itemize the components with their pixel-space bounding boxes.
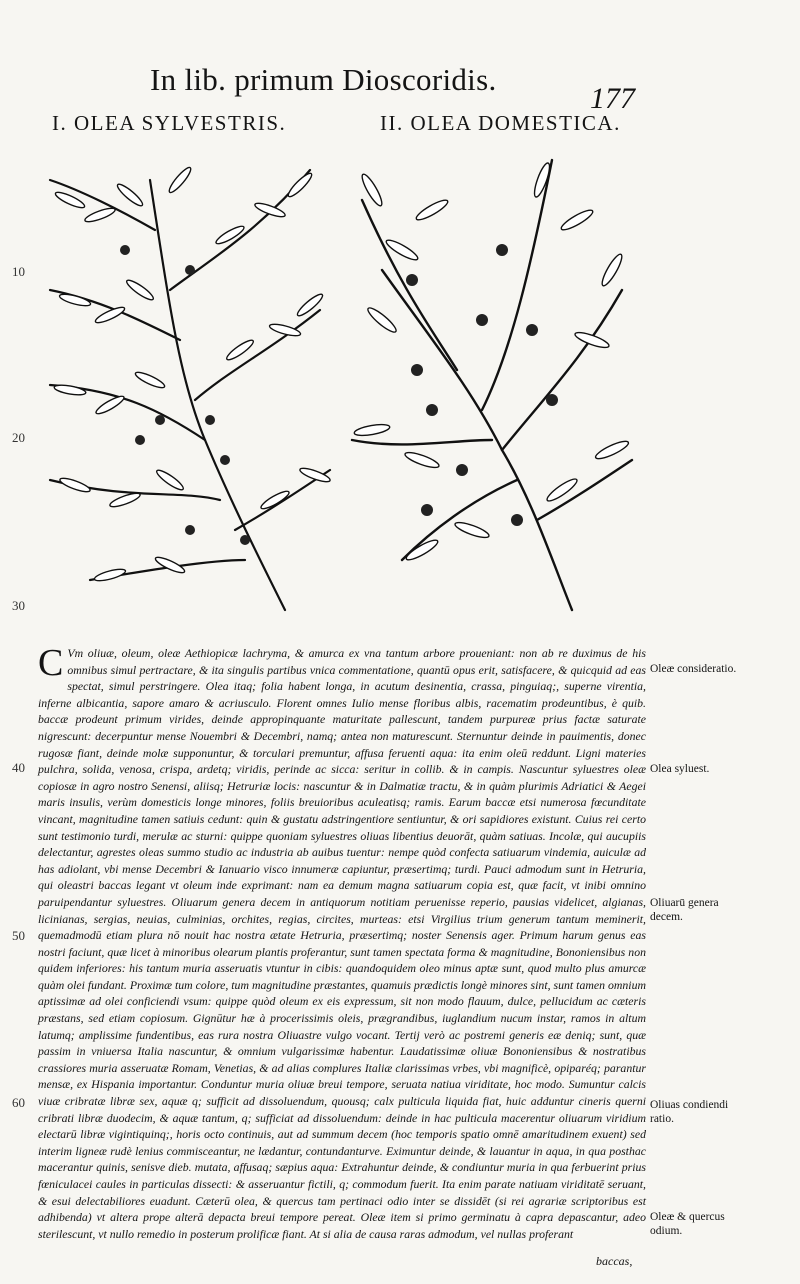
wild-olive-woodcut (30, 140, 342, 620)
margin-note: Oleæ & quercus odium. (650, 1211, 725, 1237)
line-number: 50 (12, 928, 25, 943)
figure-label-olea-domestica: II. OLEA DOMESTICA. (380, 111, 621, 135)
line-number: 60 (12, 1095, 25, 1110)
margin-note: Oleæ consideratio. (650, 663, 737, 675)
margin-note: Olea syluest. (650, 763, 710, 775)
line-number: 10 (12, 264, 25, 279)
figure-label-olea-sylvestris: I. OLEA SYLVESTRIS. (52, 111, 287, 135)
domestic-olive-woodcut (342, 140, 642, 620)
margin-note: Oliuas condiendi ratio. (650, 1099, 729, 1125)
running-head: In lib. primum Dioscoridis. (150, 62, 497, 97)
margin-note: Oliuarū genera decem. (650, 897, 719, 923)
line-number: 40 (12, 760, 25, 775)
catchword: baccas, (596, 1254, 633, 1268)
line-number: 30 (12, 598, 25, 613)
commentary-text (38, 642, 646, 1242)
line-number: 20 (12, 430, 25, 445)
commentary-body: Vm oliuæ, oleum, oleæ Aethiopicæ lachryma, & amurca ex vna tantum arbore proueniant: non ab re duximus de his omnibus simul pertractare, & ita singulis partibus vnica commentatione, quantū opus erit, satisfacere, & quicquid ad eas spectat, simul perstringere. Olea itaq; folia habent longa, in acutum desinentia, crassa, pinguiaq;, superne virentia, inferne albicantia, sapore amaro & acriusculo. Florent omnes Iulio mense floribus albis, racematim prodeuntibus, è quib. baccæ prodeunt primum virides, deinde appropinquante maturitate pallescunt, tandem purpureæ prius factæ saturate nigrescunt: decerpuntur mense Nouembri & Decembri, namq; antea non maturescunt. Sternuntur deinde in pauimentis, donec rugosæ fiant, deinde molæ supponuntur, & torculari premuntur, affusa feruenti aqua: ita enim oleū reddunt. Ligni materies pulchra, solida, venosa, crispa, ardetq; viridis, perinde ac sicca: seritur in collib. & in campis. Nascuntur syluestres oleæ copiosæ in agro nostro Senensi, aliisq; Hetruriæ locis: nascuntur & in Dalmatiæ tractu, & in quàm plurimis Adriatici & Aegei maris insulis, verùm domesticis longe minores, foliis breuioribus aculeatisq; ramis. Earum baccæ etsi numerosa fœcunditate vincant, magnitudine tamen satiuis cedunt: quin & gustatu adstringentiore sentiuntur, & ori sapidiores existunt. Cuius rei certo sunt testimonio turdi, merulæ ac sturni: quippe quoniam syluestres oliuas libentius deuorāt, quàm satiuas. Incolæ, qui aucupiis delectantur, agrestes oleas summo studio ac industria ab auibus tuentur: nempe quòd confecta satiuarum vindemia, auiculæ ad has adiolant, vbi mense Decembri & Ianuario visco innumeræ capiuntur, præsertimq; turdi. Pauci admodum sunt in Hetruria, qui oleastri baccas legant vt oleum inde exprimant: nam ea demum magna satiuarum copia est, quæ facit, vt inibi omnino paruipendantur syluestres. Oliuarum genera decem in antiquorum notitiam peruenisse reperio, pausias videlicet, algianas, licinianas, sergias, neuias, culminias, orchites, regias, circites, murteas: etsi Virgilius trium generum tantum meminerit, quemadmodū etiam plura nō nouit hac nostra ætate Hetruria, præsertimq; noster Senensis ager. Primum harum genus eas nostri faciunt, quæ licet à minoribus olearum plantis proferantur, sunt tamen spectata forma & magnitudine, Bononiensibus non quidem inferiores: his tantum muria asseruatis vtuntur in cibis: quandoquidem oleo minus aptæ sunt, quod multo plus amurcæ quàm olei fundant. Proximæ tum colore, tum magnitudine præstantes, quamuis prædictis longè minores sint, sunt tamen omnium aptissimæ ad olei conficiendi vsum: quippe quòd oleum ex eis expressum, sit non modo flauum, dulce, pellucidum ac cæteris præstans, sed etiam copiosum. Gignūtur hæ à procerissimis oleis, prægrandibus, iuglandium nucum instar, ramos in altum latumq; amplissime fundentibus, eas rura nostra Oliuastre vulgo vocant. Tertij verò ac postremi generis eæ deniq; sunt, quæ passim in vniuersa Italia nascuntur, & omnium vulgarissimæ habentur. Laudatissimæ oliuæ Bononiensibus & nostratibus crassiores muria asseruatæ Romam, Venetias, & ad alias complures Italiæ clarissimas vrbes, vbi magnificè, opiparéq; parantur mensæ, ex Hispania importantur. Conduntur muria oliuæ breui tempore, seruata natiua viriditate, hoc modo. Sumuntur calcis viuæ cribratæ libræ sex, aquæ q; sufficit ad dissoluendum, quousq; calx pulticula liquida fiat, huic adduntur cineris querni cribrati libræ duodecim, & aquæ tantum, q; sufficiat ad dissoluendum: deinde in hac pulticula macerentur oliuarum viridium electarū libræ vigintiquinq;, horis octo continuis, aut ad summum decem (hoc temporis spatio omnē amaritudinem exuent) sed interim ligneæ rudè lenius commisceantur, ne lædantur, contundanturve. Eximuntur deinde, & lauantur in aqua, in qua posthac macerantur quinis, senisve dieb. mutata, affusaq; sæpius aqua: Extrahuntur deinde, & condiuntur muria in qua ferbuerint prius fœniculacei caules in particulas dissecti: & asseruantur fictili, q; commodum fuerit. Ita enim parate natiuam viriditatē seruant, & esui delectabiliores euadunt. Cæterū olea, & quercus tam pertinaci odio inter se dissidēt (si rei agrariæ scriptoribus est adhibenda) vt altera prope alterā depacta breui tempore pereat. Oleæ item si primo germinatu à capra depascantur, adeo sterilescunt, vt nullo remedio in posterum prolificæ fiant. At si alia de causa raras admodum, vel nullas proferant (38, 646, 646, 1241)
drop-cap: C (38, 642, 64, 684)
page-number: 177 (590, 82, 635, 115)
